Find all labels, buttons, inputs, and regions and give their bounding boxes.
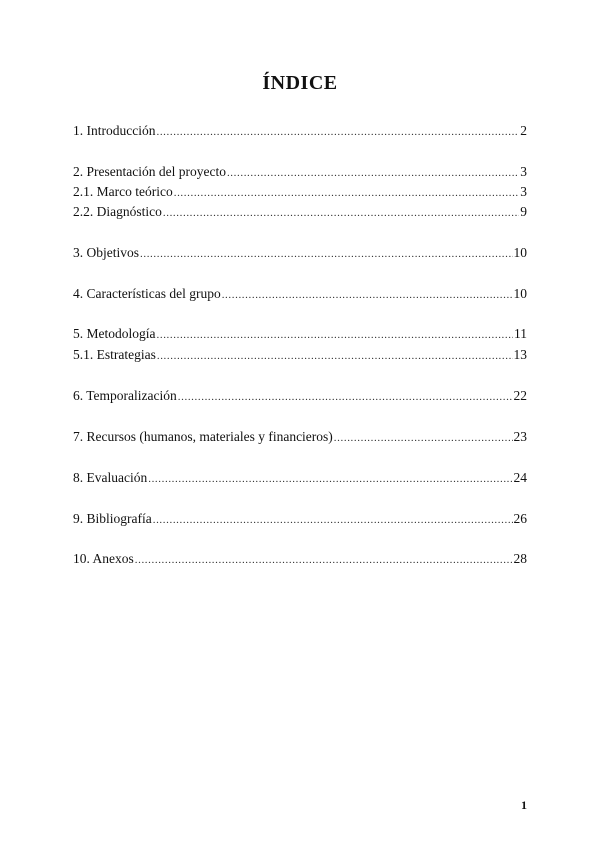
toc-entry-label: 2. Presentación del proyecto [73,164,226,179]
dot-leader [140,245,513,263]
toc-entry [73,285,527,303]
toc-entry-page: 2 [520,123,527,138]
toc-entry-page: 3 [520,164,527,179]
toc-entry [73,244,527,262]
toc-entry [73,325,527,343]
toc-entry [73,183,527,201]
toc-entry [73,122,527,140]
toc-entry-label: 7. Recursos (humanos, materiales y financieros) [73,429,333,444]
dot-leader [163,204,519,222]
toc-entry-page: 24 [513,470,527,485]
dot-leader [222,286,513,304]
toc-entry [73,550,527,568]
toc-entry [73,203,527,221]
toc-entry-label: 2.2. Diagnóstico [73,204,162,219]
toc-entry-label: 5.1. Estrategias [73,347,156,362]
dot-leader [334,429,513,447]
dot-leader [174,184,520,202]
toc-entry-page: 10 [513,245,527,260]
toc-entry-label: 9. Bibliografía [73,511,152,526]
dot-leader [227,164,519,182]
toc-entry-label: 6. Temporalización [73,388,177,403]
page-number: 1 [521,798,527,812]
toc-entry-page: 26 [513,511,527,526]
toc-entry-page: 11 [514,326,527,341]
dot-leader [153,511,513,529]
toc-entry-page: 13 [513,347,527,362]
dot-leader [157,326,514,344]
page-title: ÍNDICE [262,72,338,94]
dot-leader [135,551,513,569]
toc-entry-page: 28 [513,551,527,566]
toc-entry [73,510,527,528]
toc-entry [73,387,527,405]
toc-entry-page: 3 [520,184,527,199]
toc-entry-page: 23 [513,429,527,444]
dot-leader [156,123,519,141]
dot-leader [148,470,512,488]
toc-entry-label: 10. Anexos [73,551,134,566]
toc-entry [73,428,527,446]
toc-entry-page: 9 [520,204,527,219]
toc-entry-label: 8. Evaluación [73,470,148,485]
dot-leader [178,388,513,406]
dot-leader [157,347,513,365]
toc-entry-label: 4. Características del grupo [73,286,221,301]
toc-entry [73,469,527,487]
toc-entry-label: 2.1. Marco teórico [73,184,173,199]
toc-entry [73,346,527,364]
toc-entry-page: 10 [513,286,527,301]
toc-entry-label: 1. Introducción [73,123,156,138]
toc-entry-label: 3. Objetivos [73,245,139,260]
toc-entry [73,163,527,181]
toc-entry-page: 22 [513,388,527,403]
toc-entry-label: 5. Metodología [73,326,156,341]
